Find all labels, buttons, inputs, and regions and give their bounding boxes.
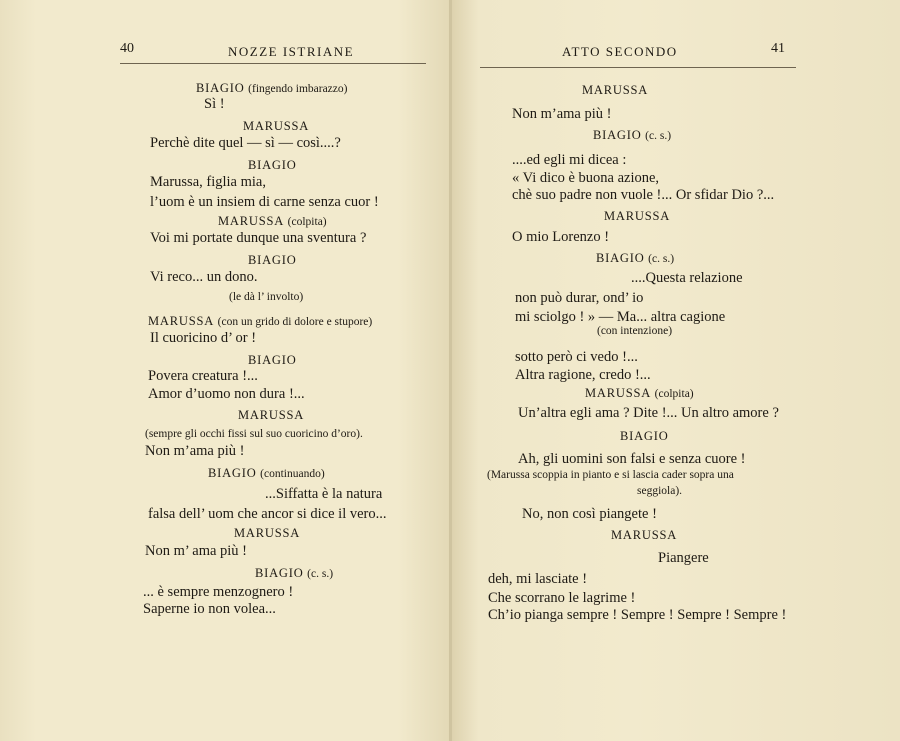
header-rule — [480, 67, 796, 68]
speaker-name: BIAGIO — [248, 253, 297, 267]
verse-line: Vi reco... un dono. — [150, 269, 258, 285]
speaker-name: BIAGIO — [596, 251, 645, 265]
verse-line: Amor d’uomo non dura !... — [148, 386, 305, 402]
verse-line: Piangere — [658, 550, 709, 566]
speaker-line — [196, 80, 347, 97]
stage-direction: (con intenzione) — [597, 325, 673, 337]
verse-line: chè suo padre non vuole !... Or sfidar Dio ?... — [512, 187, 775, 203]
page-number: 40 — [120, 41, 134, 56]
speaker-name: BIAGIO — [620, 429, 669, 443]
speaker-name: MARUSSA — [243, 119, 310, 133]
verse-line: ...Siffatta è la natura — [265, 486, 383, 502]
speaker-line — [255, 565, 333, 582]
speaker-name: MARUSSA — [611, 528, 678, 542]
verse-line: Povera creatura !... — [148, 368, 258, 384]
verse-line: mi sciolgo ! » — Ma... altra cagione — [515, 309, 726, 325]
page-number: 41 — [771, 41, 785, 56]
speaker-line — [611, 527, 677, 544]
stage-direction: (sempre gli occhi fissi sul suo cuoricino d’oro). — [145, 428, 363, 440]
speaker-name: BIAGIO — [593, 128, 642, 142]
speaker-line — [234, 525, 300, 542]
speaker-line — [218, 213, 327, 230]
verse-line: non può durar, ond’ io — [515, 290, 644, 306]
running-head: NOZZE ISTRIANE — [228, 44, 355, 59]
speaker-line — [238, 407, 304, 424]
speaker-name: MARUSSA — [238, 408, 305, 422]
speaker-line — [243, 118, 309, 135]
verse-line: No, non così piangete ! — [522, 506, 657, 522]
verse-line: Un’altra egli ama ? Dite !... Un altro amore ? — [518, 405, 779, 421]
speaker-line — [582, 82, 648, 99]
speaker-line — [208, 465, 325, 482]
speaker-name: MARUSSA — [582, 83, 649, 97]
right-page — [452, 0, 900, 741]
speaker-line — [248, 252, 297, 269]
verse-line: l’uom è un insiem di carne senza cuor ! — [150, 194, 379, 210]
verse-line: ....ed egli mi dicea : — [512, 152, 627, 168]
stage-direction: (continuando) — [260, 468, 325, 480]
verse-line: Altra ragione, credo !... — [515, 367, 651, 383]
verse-line: ... è sempre menzognero ! — [143, 584, 294, 600]
stage-direction: (le dà l’ involto) — [229, 291, 304, 303]
stage-direction: (Marussa scoppia in pianto e si lascia cader sopra una — [487, 469, 734, 481]
stage-direction: (fingendo imbarazzo) — [248, 83, 348, 95]
stage-direction: (con un grido di dolore e stupore) — [217, 316, 373, 328]
verse-line: falsa dell’ uom che ancor si dice il vero... — [148, 506, 387, 522]
speaker-line — [620, 428, 669, 445]
speaker-name: BIAGIO — [255, 566, 304, 580]
verse-line: Sì ! — [204, 96, 225, 112]
stage-direction: (c. s.) — [645, 130, 672, 142]
speaker-line — [604, 208, 670, 225]
verse-line: Marussa, figlia mia, — [150, 174, 266, 190]
speaker-name: BIAGIO — [248, 158, 297, 172]
speaker-name: MARUSSA — [218, 214, 285, 228]
speaker-name: MARUSSA — [234, 526, 301, 540]
speaker-name: BIAGIO — [208, 466, 257, 480]
verse-line: Non m’ama più ! — [145, 443, 245, 459]
header-rule — [120, 63, 426, 64]
verse-line: Voi mi portate dunque una sventura ? — [150, 230, 367, 246]
speaker-name: MARUSSA — [604, 209, 671, 223]
speaker-line — [593, 127, 671, 144]
speaker-name: BIAGIO — [196, 81, 245, 95]
stage-direction: (colpita) — [654, 388, 694, 400]
verse-line: « Vi dico è buona azione, — [512, 170, 660, 186]
verse-line: ....Questa relazione — [631, 270, 743, 286]
verse-line: Ah, gli uomini son falsi e senza cuore ! — [518, 451, 746, 467]
speaker-line — [585, 385, 694, 402]
verse-line: Non m’ ama più ! — [145, 543, 248, 559]
speaker-line — [248, 157, 297, 174]
running-head: ATTO SECONDO — [562, 44, 678, 59]
verse-line: Perchè dite quel — sì — così....? — [150, 135, 341, 151]
verse-line: sotto però ci vedo !... — [515, 349, 638, 365]
speaker-line — [248, 352, 297, 369]
stage-direction: (colpita) — [287, 216, 327, 228]
speaker-line — [148, 313, 372, 330]
speaker-line — [596, 250, 674, 267]
stage-direction: (c. s.) — [648, 253, 675, 265]
verse-line: Ch’io pianga sempre ! Sempre ! Sempre ! Sempre ! — [488, 607, 787, 623]
verse-line: Che scorrano le lagrime ! — [488, 590, 636, 606]
verse-line: O mio Lorenzo ! — [512, 229, 610, 245]
speaker-name: MARUSSA — [585, 386, 652, 400]
verse-line: Non m’ama più ! — [512, 106, 612, 122]
stage-direction: (c. s.) — [307, 568, 334, 580]
verse-line: Saperne io non volea... — [143, 601, 276, 617]
speaker-name: BIAGIO — [248, 353, 297, 367]
stage-direction: seggiola). — [637, 485, 683, 497]
verse-line: deh, mi lasciate ! — [488, 571, 588, 587]
verse-line: Il cuoricino d’ or ! — [150, 330, 257, 346]
speaker-name: MARUSSA — [148, 314, 215, 328]
